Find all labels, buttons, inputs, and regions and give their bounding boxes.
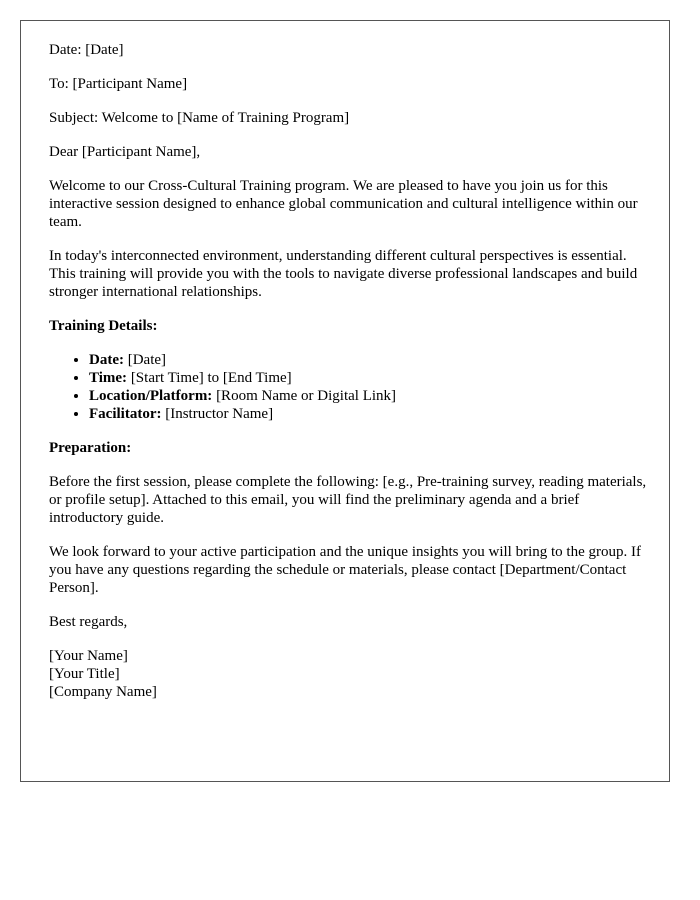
detail-item-facilitator bbox=[89, 405, 649, 423]
context-paragraph: In today's interconnected environment, understanding different cultural perspectives is essential. This training will provide you with the tools to navigate diverse professional landscapes and build stronger international relationships. bbox=[49, 248, 638, 300]
detail-item-date bbox=[89, 351, 649, 369]
preparation-paragraph: Before the first session, please complete the following: [e.g., Pre-training survey, reading materials, or profile setup]. Attached to this email, you will find the preliminary agenda and a brief introductory guide. bbox=[49, 474, 647, 526]
detail-value: [Start Time] to [End Time] bbox=[127, 370, 292, 386]
detail-value: [Instructor Name] bbox=[161, 406, 274, 422]
signature-block bbox=[49, 647, 649, 701]
closing-paragraph: We look forward to your active participation and the unique insights you will bring to the group. If you have any questions regarding the schedule or materials, please contact [Department/Contact Person]. bbox=[49, 544, 641, 596]
intro-paragraph: Welcome to our Cross-Cultural Training program. We are pleased to have you join us for this interactive session designed to enhance global communication and cultural intelligence within our team. bbox=[49, 178, 638, 230]
preparation-heading: Preparation: bbox=[49, 440, 132, 456]
detail-label: Facilitator: bbox=[89, 406, 162, 422]
subject-line: Subject: Welcome to [Name of Training Program] bbox=[49, 110, 350, 126]
detail-value: [Date] bbox=[123, 352, 167, 368]
detail-item-location bbox=[89, 387, 649, 405]
to-line: To: [Participant Name] bbox=[49, 76, 188, 92]
signature-company: [Company Name] bbox=[49, 684, 157, 700]
detail-label: Location/Platform: bbox=[89, 388, 213, 404]
detail-label: Time: bbox=[89, 370, 128, 386]
training-details-heading: Training Details: bbox=[49, 318, 158, 334]
detail-label: Date: bbox=[89, 352, 124, 368]
salutation: Dear [Participant Name], bbox=[49, 144, 201, 160]
letter-page bbox=[20, 20, 670, 782]
detail-value: [Room Name or Digital Link] bbox=[212, 388, 397, 404]
date-line: Date: [Date] bbox=[49, 42, 124, 58]
training-details-list bbox=[49, 351, 649, 423]
sign-off: Best regards, bbox=[49, 614, 128, 630]
signature-title: [Your Title] bbox=[49, 666, 120, 682]
detail-item-time bbox=[89, 369, 649, 387]
signature-name: [Your Name] bbox=[49, 648, 128, 664]
